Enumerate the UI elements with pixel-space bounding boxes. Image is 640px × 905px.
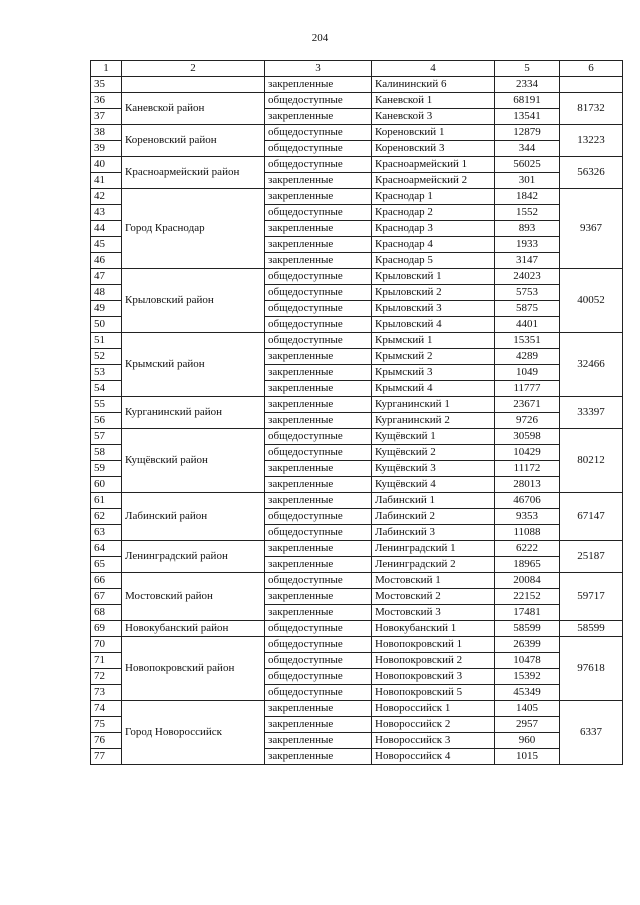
access-type-cell: общедоступные [265, 269, 372, 285]
total-cell [560, 77, 623, 93]
object-name-cell: Крыловский 1 [372, 269, 495, 285]
access-type-cell: закрепленные [265, 493, 372, 509]
value-cell: 2957 [495, 717, 560, 733]
access-type-cell: закрепленные [265, 589, 372, 605]
value-cell: 1405 [495, 701, 560, 717]
row-number-cell: 53 [91, 365, 122, 381]
access-type-cell: общедоступные [265, 333, 372, 349]
value-cell: 1842 [495, 189, 560, 205]
header-col-5: 5 [495, 61, 560, 77]
district-cell: Каневской район [122, 93, 265, 125]
row-number-cell: 36 [91, 93, 122, 109]
table-body [91, 61, 623, 765]
object-name-cell: Крымский 3 [372, 365, 495, 381]
total-cell: 67147 [560, 493, 623, 541]
row-number-cell: 73 [91, 685, 122, 701]
access-type-cell: закрепленные [265, 77, 372, 93]
access-type-cell: общедоступные [265, 93, 372, 109]
table-row [91, 125, 623, 141]
object-name-cell: Новопокровский 1 [372, 637, 495, 653]
object-name-cell: Каневской 1 [372, 93, 495, 109]
object-name-cell: Крыловский 3 [372, 301, 495, 317]
value-cell: 13541 [495, 109, 560, 125]
access-type-cell: общедоступные [265, 573, 372, 589]
row-number-cell: 37 [91, 109, 122, 125]
total-cell: 81732 [560, 93, 623, 125]
value-cell: 20084 [495, 573, 560, 589]
table-row [91, 333, 623, 349]
object-name-cell: Курганинский 2 [372, 413, 495, 429]
object-name-cell: Новопокровский 2 [372, 653, 495, 669]
object-name-cell: Ленинградский 2 [372, 557, 495, 573]
value-cell: 893 [495, 221, 560, 237]
district-cell [122, 77, 265, 93]
district-cell: Новокубанский район [122, 621, 265, 637]
object-name-cell: Кореновский 1 [372, 125, 495, 141]
row-number-cell: 61 [91, 493, 122, 509]
total-cell: 59717 [560, 573, 623, 621]
value-cell: 56025 [495, 157, 560, 173]
district-cell: Крыловский район [122, 269, 265, 333]
row-number-cell: 39 [91, 141, 122, 157]
row-number-cell: 35 [91, 77, 122, 93]
table-row [91, 493, 623, 509]
value-cell: 2334 [495, 77, 560, 93]
access-type-cell: общедоступные [265, 429, 372, 445]
value-cell: 24023 [495, 269, 560, 285]
row-number-cell: 45 [91, 237, 122, 253]
row-number-cell: 66 [91, 573, 122, 589]
access-type-cell: закрепленные [265, 605, 372, 621]
value-cell: 18965 [495, 557, 560, 573]
row-number-cell: 55 [91, 397, 122, 413]
object-name-cell: Краснодар 1 [372, 189, 495, 205]
row-number-cell: 40 [91, 157, 122, 173]
district-cell: Город Новороссийск [122, 701, 265, 765]
table-row [91, 397, 623, 413]
table-row [91, 637, 623, 653]
access-type-cell: закрепленные [265, 733, 372, 749]
object-name-cell: Лабинский 3 [372, 525, 495, 541]
object-name-cell: Мостовский 1 [372, 573, 495, 589]
row-number-cell: 49 [91, 301, 122, 317]
value-cell: 11172 [495, 461, 560, 477]
header-col-6: 6 [560, 61, 623, 77]
table-row [91, 77, 623, 93]
page-number: 204 [311, 32, 329, 44]
row-number-cell: 43 [91, 205, 122, 221]
access-type-cell: закрепленные [265, 461, 372, 477]
district-cell: Крымский район [122, 333, 265, 397]
row-number-cell: 67 [91, 589, 122, 605]
access-type-cell: закрепленные [265, 221, 372, 237]
access-type-cell: общедоступные [265, 445, 372, 461]
row-number-cell: 48 [91, 285, 122, 301]
value-cell: 45349 [495, 685, 560, 701]
row-number-cell: 56 [91, 413, 122, 429]
value-cell: 6222 [495, 541, 560, 557]
object-name-cell: Кореновский 3 [372, 141, 495, 157]
table-row [91, 189, 623, 205]
row-number-cell: 54 [91, 381, 122, 397]
value-cell: 11777 [495, 381, 560, 397]
row-number-cell: 47 [91, 269, 122, 285]
value-cell: 11088 [495, 525, 560, 541]
value-cell: 10478 [495, 653, 560, 669]
row-number-cell: 62 [91, 509, 122, 525]
object-name-cell: Курганинский 1 [372, 397, 495, 413]
value-cell: 12879 [495, 125, 560, 141]
object-name-cell: Калининский 6 [372, 77, 495, 93]
district-cell: Мостовский район [122, 573, 265, 621]
table-row [91, 573, 623, 589]
total-cell: 58599 [560, 621, 623, 637]
object-name-cell: Мостовский 2 [372, 589, 495, 605]
district-cell: Курганинский район [122, 397, 265, 429]
access-type-cell: закрепленные [265, 253, 372, 269]
object-name-cell: Новороссийск 1 [372, 701, 495, 717]
access-type-cell: закрепленные [265, 381, 372, 397]
value-cell: 1933 [495, 237, 560, 253]
access-type-cell: закрепленные [265, 189, 372, 205]
access-type-cell: общедоступные [265, 285, 372, 301]
row-number-cell: 44 [91, 221, 122, 237]
access-type-cell: общедоступные [265, 621, 372, 637]
value-cell: 1049 [495, 365, 560, 381]
value-cell: 301 [495, 173, 560, 189]
row-number-cell: 59 [91, 461, 122, 477]
row-number-cell: 77 [91, 749, 122, 765]
row-number-cell: 70 [91, 637, 122, 653]
value-cell: 17481 [495, 605, 560, 621]
total-cell: 56326 [560, 157, 623, 189]
row-number-cell: 76 [91, 733, 122, 749]
district-cell: Кореновский район [122, 125, 265, 157]
access-type-cell: закрепленные [265, 541, 372, 557]
object-name-cell: Кущёвский 4 [372, 477, 495, 493]
district-cell: Город Краснодар [122, 189, 265, 269]
object-name-cell: Новороссийск 4 [372, 749, 495, 765]
row-number-cell: 72 [91, 669, 122, 685]
access-type-cell: закрепленные [265, 477, 372, 493]
value-cell: 5753 [495, 285, 560, 301]
row-number-cell: 68 [91, 605, 122, 621]
object-name-cell: Новороссийск 2 [372, 717, 495, 733]
value-cell: 15392 [495, 669, 560, 685]
header-col-3: 3 [265, 61, 372, 77]
object-name-cell: Мостовский 3 [372, 605, 495, 621]
access-type-cell: общедоступные [265, 125, 372, 141]
value-cell: 960 [495, 733, 560, 749]
value-cell: 26399 [495, 637, 560, 653]
object-name-cell: Кущёвский 3 [372, 461, 495, 477]
table-row [91, 701, 623, 717]
district-cell: Ленинградский район [122, 541, 265, 573]
table-row [91, 269, 623, 285]
row-number-cell: 60 [91, 477, 122, 493]
object-name-cell: Красноармейский 2 [372, 173, 495, 189]
total-cell: 6337 [560, 701, 623, 765]
value-cell: 68191 [495, 93, 560, 109]
access-type-cell: общедоступные [265, 653, 372, 669]
access-type-cell: закрепленные [265, 365, 372, 381]
district-cell: Новопокровский район [122, 637, 265, 701]
value-cell: 344 [495, 141, 560, 157]
header-col-2: 2 [122, 61, 265, 77]
object-name-cell: Краснодар 2 [372, 205, 495, 221]
object-name-cell: Лабинский 2 [372, 509, 495, 525]
value-cell: 1552 [495, 205, 560, 221]
total-cell: 25187 [560, 541, 623, 573]
access-type-cell: общедоступные [265, 205, 372, 221]
access-type-cell: общедоступные [265, 525, 372, 541]
total-cell: 13223 [560, 125, 623, 157]
value-cell: 22152 [495, 589, 560, 605]
object-name-cell: Крымский 4 [372, 381, 495, 397]
row-number-cell: 58 [91, 445, 122, 461]
table-row [91, 93, 623, 109]
total-cell: 40052 [560, 269, 623, 333]
row-number-cell: 57 [91, 429, 122, 445]
value-cell: 3147 [495, 253, 560, 269]
object-name-cell: Новокубанский 1 [372, 621, 495, 637]
access-type-cell: общедоступные [265, 317, 372, 333]
value-cell: 15351 [495, 333, 560, 349]
value-cell: 4401 [495, 317, 560, 333]
table-row [91, 541, 623, 557]
total-cell: 80212 [560, 429, 623, 493]
value-cell: 5875 [495, 301, 560, 317]
object-name-cell: Каневской 3 [372, 109, 495, 125]
access-type-cell: закрепленные [265, 173, 372, 189]
district-cell: Кущёвский район [122, 429, 265, 493]
value-cell: 1015 [495, 749, 560, 765]
total-cell: 9367 [560, 189, 623, 269]
row-number-cell: 75 [91, 717, 122, 733]
row-number-cell: 38 [91, 125, 122, 141]
row-number-cell: 50 [91, 317, 122, 333]
district-cell: Красноармейский район [122, 157, 265, 189]
row-number-cell: 64 [91, 541, 122, 557]
object-name-cell: Крымский 1 [372, 333, 495, 349]
table-row [91, 429, 623, 445]
value-cell: 23671 [495, 397, 560, 413]
object-name-cell: Ленинградский 1 [372, 541, 495, 557]
object-name-cell: Краснодар 4 [372, 237, 495, 253]
row-number-cell: 42 [91, 189, 122, 205]
object-name-cell: Кущёвский 1 [372, 429, 495, 445]
access-type-cell: общедоступные [265, 301, 372, 317]
access-type-cell: закрепленные [265, 349, 372, 365]
row-number-cell: 52 [91, 349, 122, 365]
object-name-cell: Крымский 2 [372, 349, 495, 365]
object-name-cell: Кущёвский 2 [372, 445, 495, 461]
object-name-cell: Крыловский 4 [372, 317, 495, 333]
value-cell: 28013 [495, 477, 560, 493]
row-number-cell: 41 [91, 173, 122, 189]
header-col-4: 4 [372, 61, 495, 77]
total-cell: 97618 [560, 637, 623, 701]
total-cell: 33397 [560, 397, 623, 429]
row-number-cell: 65 [91, 557, 122, 573]
row-number-cell: 69 [91, 621, 122, 637]
access-type-cell: закрепленные [265, 397, 372, 413]
value-cell: 58599 [495, 621, 560, 637]
access-type-cell: закрепленные [265, 701, 372, 717]
value-cell: 10429 [495, 445, 560, 461]
access-type-cell: закрепленные [265, 109, 372, 125]
row-number-cell: 71 [91, 653, 122, 669]
value-cell: 9726 [495, 413, 560, 429]
access-type-cell: закрепленные [265, 237, 372, 253]
value-cell: 46706 [495, 493, 560, 509]
access-type-cell: общедоступные [265, 157, 372, 173]
header-col-1: 1 [91, 61, 122, 77]
access-type-cell: закрепленные [265, 749, 372, 765]
value-cell: 30598 [495, 429, 560, 445]
access-type-cell: закрепленные [265, 557, 372, 573]
table-header-row [91, 61, 623, 77]
data-table [90, 60, 623, 765]
object-name-cell: Новопокровский 3 [372, 669, 495, 685]
row-number-cell: 74 [91, 701, 122, 717]
object-name-cell: Новороссийск 3 [372, 733, 495, 749]
access-type-cell: общедоступные [265, 685, 372, 701]
value-cell: 9353 [495, 509, 560, 525]
district-cell: Лабинский район [122, 493, 265, 541]
row-number-cell: 51 [91, 333, 122, 349]
object-name-cell: Лабинский 1 [372, 493, 495, 509]
row-number-cell: 63 [91, 525, 122, 541]
object-name-cell: Краснодар 3 [372, 221, 495, 237]
table-row [91, 621, 623, 637]
table-row [91, 157, 623, 173]
access-type-cell: закрепленные [265, 413, 372, 429]
row-number-cell: 46 [91, 253, 122, 269]
access-type-cell: общедоступные [265, 669, 372, 685]
access-type-cell: общедоступные [265, 637, 372, 653]
object-name-cell: Новопокровский 5 [372, 685, 495, 701]
object-name-cell: Крыловский 2 [372, 285, 495, 301]
access-type-cell: общедоступные [265, 141, 372, 157]
access-type-cell: общедоступные [265, 509, 372, 525]
total-cell: 32466 [560, 333, 623, 397]
object-name-cell: Краснодар 5 [372, 253, 495, 269]
access-type-cell: закрепленные [265, 717, 372, 733]
object-name-cell: Красноармейский 1 [372, 157, 495, 173]
value-cell: 4289 [495, 349, 560, 365]
